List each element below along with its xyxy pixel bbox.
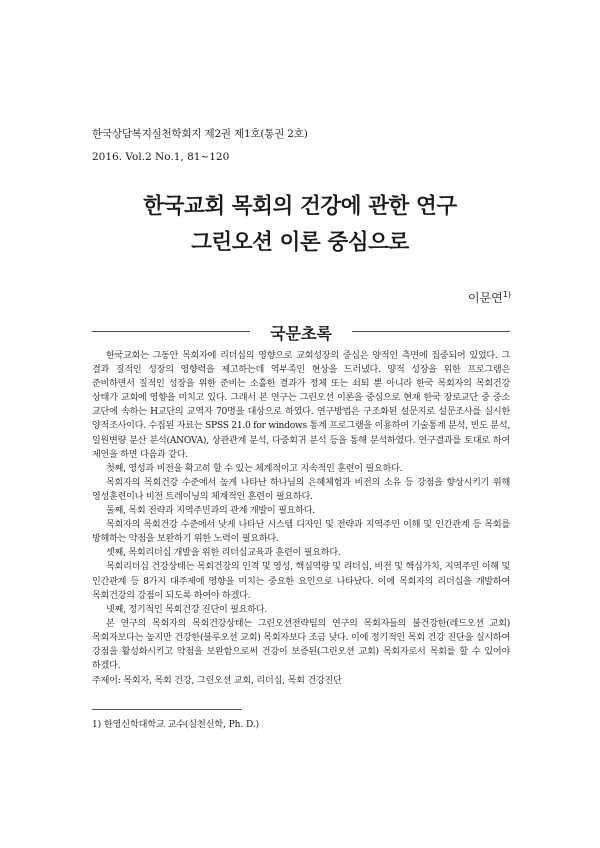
footnote-divider bbox=[92, 709, 242, 710]
journal-name: 한국상담복지실천학회지 제2권 제1호(통권 2호) bbox=[92, 128, 308, 140]
abstract-heading-label: 국문초록 bbox=[270, 324, 332, 343]
author bbox=[468, 289, 511, 306]
abstract-paragraph: 본 연구의 목회자의 목회건강상태는 그린오션전략팀의 연구의 목회자들의 불건강한(레드오션 교회) 목회자보다는 높지만 건강한(블루오션 교회) 목회자보다 조금 낮다. 이에 정기적인 목회 건강 진단을 실시하여 강점을 활성화시키고 약점을 보완함으로써 건강이 보증된(그린오션 교회) 목회자로서 목회를 할 수 있어야 하겠다. bbox=[92, 618, 510, 672]
abstract-paragraph: 둘째, 목회 전략과 지역주민과의 관계 개발이 필요하다. bbox=[106, 506, 315, 517]
abstract-paragraph: 목회자의 목회건강 수준에서 낮게 나타난 시스템 디자인 및 전략과 지역주민 이해 및 인간관계 등 목회를 방해하는 약점을 보완하기 위한 노력이 필요하다. bbox=[92, 520, 510, 545]
keywords: 주제어: 목회자, 목회 건강, 그린오션 교회, 리더십, 목회 건강진단 bbox=[92, 676, 342, 686]
heading-rule-right bbox=[352, 331, 510, 332]
paper-title-line-2: 그린오션 이론 중심으로 bbox=[191, 230, 409, 255]
abstract-paragraph: 넷째, 정기적인 목회건강 진단이 필요하다. bbox=[106, 604, 267, 615]
author-footnote-mark: 1) bbox=[502, 290, 511, 299]
abstract-paragraph: 한국교회는 그동안 목회자에 리더십의 영향으로 교회성장의 중심은 양적인 측면에 집중되어 있었다. 그 결과 질적인 성장의 영향력을 제고하는데 역부족인 현상을 드러냈다. 양적 성장을 위한 프로그램은 준비하면서 질적인 성장을 위한 준비는 소홀한 결과가 정체 또는 쇠퇴 뿐 아니라 한국 목회자의 목회건강 상태가 교회에 영향을 미치고 있다. 그래서 본 연구는 그린오션 이론을 중심으로 현재 한국 장로교단 중 중소 교단에 속하는 H교단의 교역자 70명을 대상으로 하였다. 연구방법은 구조화된 설문지로 설문조사를 실시한 양적조사이다. 수집된 자료는 SPSS 21.0 for windows 통계 프로그램을 이용하여 기술통계 분석, 빈도 분석, 일원변량 분산 분석(ANOVA), 상관관계 분석, 다중회귀 분석 등을 통해 분석하였다. 연구결과를 토대로 하여 제언을 하면 다음과 같다. bbox=[92, 351, 510, 460]
footnote: 1) 한영신학대학교 교수(실천신학, Ph. D.) bbox=[92, 720, 260, 730]
abstract-paragraph: 셋째, 목회리더십 개발을 위한 리더십교육과 훈련이 필요하다. bbox=[106, 548, 341, 559]
volume-info: 2016. Vol.2 No.1, 81~120 bbox=[92, 151, 230, 163]
abstract-heading bbox=[92, 321, 510, 343]
abstract-paragraph: 목회리더십 건강상태는 목회건강의 인격 및 영성, 핵심역량 및 리더십, 비전 및 핵심가치, 지역주민 이해 및 인간관계 등 8가지 대주제에 영향을 미치는 중요한 요인으로 나타났다. 이에 목회자의 리더십을 개발하여 목회건강의 강점이 되도록 하여야 하겠다. bbox=[92, 562, 510, 601]
abstract-paragraph: 첫째, 영성과 비전을 확고히 할 수 있는 체계적이고 지속적인 훈련이 필요하다. bbox=[106, 463, 403, 474]
abstract-body bbox=[92, 349, 510, 673]
author-name: 이문연 bbox=[468, 291, 503, 305]
paper-title-line-1: 한국교회 목회의 건강에 관한 연구 bbox=[143, 194, 457, 219]
abstract-paragraph: 목회자의 목회건강 수준에서 높게 나타난 하나님의 은혜체험과 비전의 소유 등 강점을 향상시키기 위해 영성훈련이나 비전 트레이닝의 체계적인 훈련이 필요하다. bbox=[92, 477, 510, 502]
